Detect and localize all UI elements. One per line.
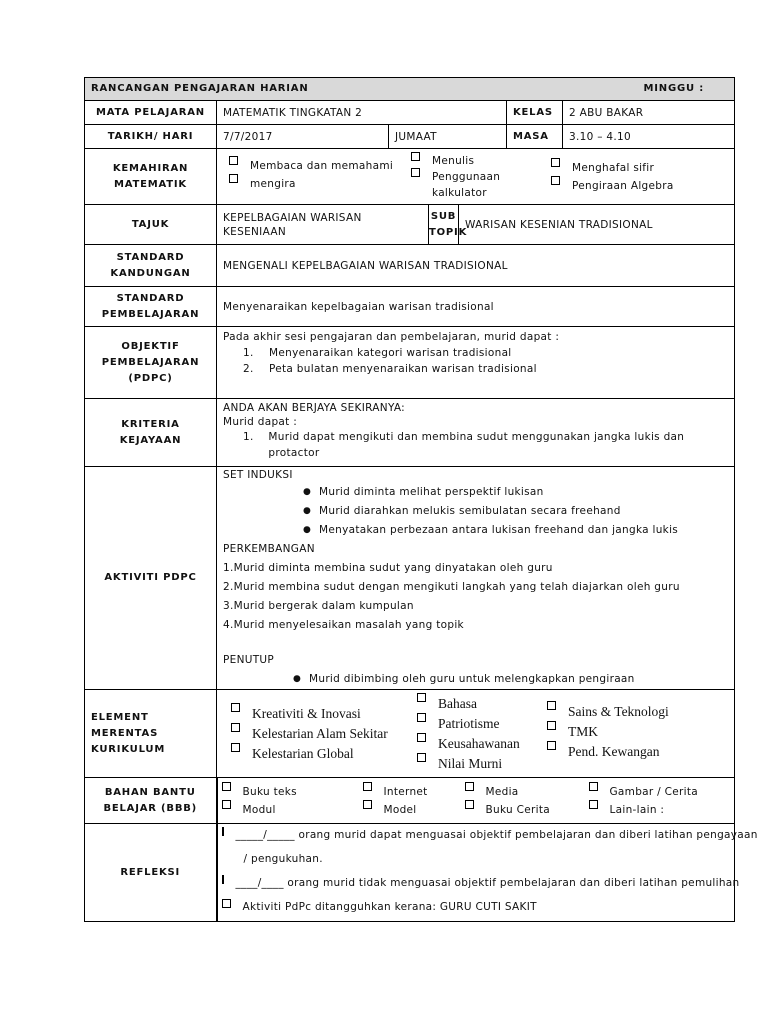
criteria-item: 1. Murid dapat mengikuti dan membina sudut menggunakan jangka lukis dan protactor: [243, 431, 685, 459]
induction-item: ● Menyatakan perbezaan antara lukisan freehand dan jangka lukis: [303, 524, 679, 536]
subtopic-label: SUB TOPIK: [429, 205, 459, 245]
checkbox[interactable]: [589, 800, 598, 809]
checkbox[interactable]: [417, 713, 426, 722]
criteria-content: [217, 399, 735, 467]
closing-title: PENUTUP: [223, 654, 275, 666]
element-option[interactable]: Kelestarian Alam Sekitar: [231, 724, 417, 744]
skills-options: [217, 149, 735, 205]
time-label: MASA: [507, 125, 563, 149]
skill-option[interactable]: Pengiraan Algebra: [551, 177, 674, 195]
element-option[interactable]: TMK: [547, 722, 669, 742]
date-value: 7/7/2017: [217, 125, 389, 149]
checkbox[interactable]: [229, 156, 238, 165]
objectives-label: OBJEKTIF PEMBELAJARAN (PDPC): [85, 327, 217, 399]
lesson-plan-form: [84, 77, 758, 922]
checkbox[interactable]: [231, 703, 240, 712]
aid-option[interactable]: Media: [465, 783, 589, 801]
checkbox[interactable]: [417, 753, 426, 762]
objectives-content: [217, 327, 735, 399]
objective-item: 1. Menyenaraikan kategori warisan tradisional: [243, 347, 512, 359]
aid-option[interactable]: Modul: [222, 801, 363, 819]
induction-title: SET INDUKSI: [223, 469, 293, 481]
element-option[interactable]: Pend. Kewangan: [547, 742, 669, 762]
skill-option[interactable]: Membaca dan memahami: [229, 157, 411, 175]
checkbox[interactable]: [222, 800, 231, 809]
induction-item: ● Murid diarahkan melukis semibulatan secara freehand: [303, 505, 621, 517]
teaching-aids-options: [217, 778, 735, 824]
subject-value: MATEMATIK TINGKATAN 2: [217, 101, 507, 125]
topic-label: TAJUK: [85, 205, 217, 245]
day-value: JUMAAT: [389, 125, 507, 149]
development-item: 3.Murid bergerak dalam kumpulan: [223, 600, 414, 612]
checkbox[interactable]: [229, 174, 238, 183]
development-item: 1.Murid diminta membina sudut yang dinyatakan oleh guru: [223, 562, 553, 574]
time-value: 3.10 – 4.10: [563, 125, 735, 149]
reflection-line-cont: / pengukuhan.: [243, 853, 323, 865]
checkbox[interactable]: [363, 800, 372, 809]
week-label: MINGGU :: [643, 83, 704, 94]
element-option[interactable]: Patriotisme: [417, 714, 547, 734]
criteria-label: KRITERIA KEJAYAAN: [85, 399, 217, 467]
checkbox[interactable]: [589, 782, 598, 791]
skill-option[interactable]: Menghafal sifir: [551, 159, 674, 177]
checkbox[interactable]: [222, 827, 224, 836]
skill-option[interactable]: Penggunaan kalkulator: [411, 169, 551, 201]
development-title: PERKEMBANGAN: [223, 543, 315, 555]
checkbox[interactable]: [231, 743, 240, 752]
lesson-plan-table: [84, 77, 758, 922]
reflection-label: REFLEKSI: [85, 824, 217, 922]
development-item: 4.Murid menyelesaikan masalah yang topik: [223, 619, 464, 631]
criteria-line2: Murid dapat :: [223, 416, 298, 428]
checkbox[interactable]: [363, 782, 372, 791]
checkbox[interactable]: [551, 176, 560, 185]
aid-option[interactable]: Buku teks: [222, 783, 363, 801]
class-value: 2 ABU BAKAR: [563, 101, 735, 125]
checkbox[interactable]: [465, 782, 474, 791]
skill-option[interactable]: mengira: [229, 175, 411, 193]
checkbox[interactable]: [547, 701, 556, 710]
development-item: 2.Murid membina sudut dengan mengikuti langkah yang telah diajarkan oleh guru: [223, 581, 680, 593]
activities-label: AKTIVITI PDPC: [85, 467, 217, 690]
subtopic-value: WARISAN KESENIAN TRADISIONAL: [459, 205, 735, 245]
activities-content: [217, 467, 735, 690]
checkbox[interactable]: [231, 723, 240, 732]
aid-option[interactable]: Internet: [363, 783, 465, 801]
aid-option[interactable]: Buku Cerita: [465, 801, 589, 819]
checkbox[interactable]: [551, 158, 560, 167]
closing-item: ● Murid dibimbing oleh guru untuk melengkapkan pengiraan: [293, 673, 635, 685]
date-label: TARIKH/ HARI: [85, 125, 217, 149]
checkbox[interactable]: [417, 733, 426, 742]
reflection-line[interactable]: _____/_____ orang murid dapat menguasai objektif pembelajaran dan diberi latihan pengayaan: [222, 828, 729, 842]
checkbox[interactable]: [465, 800, 474, 809]
subject-label: MATA PELAJARAN: [85, 101, 217, 125]
induction-item: ● Murid diminta melihat perspektif lukisan: [303, 486, 544, 498]
checkbox[interactable]: [222, 782, 231, 791]
teaching-aids-label: BAHAN BANTU BELAJAR (BBB): [85, 778, 217, 824]
checkbox[interactable]: [547, 721, 556, 730]
element-option[interactable]: Kreativiti & Inovasi: [231, 704, 417, 724]
checkbox[interactable]: [222, 899, 231, 908]
cross-curricular-label: ELEMENT MERENTAS KURIKULUM: [85, 690, 217, 778]
aid-option[interactable]: Lain-lain :: [589, 801, 699, 819]
topic-value: KEPELBAGAIAN WARISAN KESENIAAN: [217, 205, 429, 245]
aid-option[interactable]: Gambar / Cerita: [589, 783, 699, 801]
skill-option[interactable]: Menulis: [411, 153, 551, 169]
learning-standard-label: STANDARD PEMBELAJARAN: [85, 287, 217, 327]
cross-curricular-options: [217, 690, 735, 778]
content-standard-label: STANDARD KANDUNGAN: [85, 245, 217, 287]
reflection-content: [217, 824, 758, 922]
reflection-line[interactable]: ____/____ orang murid tidak menguasai objektif pembelajaran dan diberi latihan pemulihan: [222, 876, 729, 890]
checkbox[interactable]: [411, 168, 420, 177]
skills-label: KEMAHIRAN MATEMATIK: [85, 149, 217, 205]
criteria-line1: ANDA AKAN BERJAYA SEKIRANYA:: [223, 402, 405, 414]
element-option[interactable]: Kelestarian Global: [231, 744, 417, 764]
checkbox[interactable]: [547, 741, 556, 750]
checkbox[interactable]: [411, 152, 420, 161]
form-header: [85, 78, 735, 101]
objective-item: 2. Peta bulatan menyenaraikan warisan tradisional: [243, 363, 537, 375]
reflection-line[interactable]: Aktiviti PdPc ditangguhkan kerana: GURU CUTI SAKIT: [222, 900, 729, 914]
element-option[interactable]: Bahasa: [417, 694, 547, 714]
element-option[interactable]: Keusahawanan: [417, 734, 547, 754]
learning-standard-value: Menyenaraikan kepelbagaian warisan tradisional: [217, 287, 735, 327]
class-label: KELAS: [507, 101, 563, 125]
checkbox[interactable]: [417, 693, 426, 702]
element-option[interactable]: Nilai Murni: [417, 754, 547, 774]
checkbox[interactable]: [222, 875, 224, 884]
aid-option[interactable]: Model: [363, 801, 465, 819]
form-title: RANCANGAN PENGAJARAN HARIAN: [91, 83, 309, 94]
content-standard-value: MENGENALI KEPELBAGAIAN WARISAN TRADISIONAL: [217, 245, 735, 287]
objectives-intro: Pada akhir sesi pengajaran dan pembelajaran, murid dapat :: [223, 331, 560, 343]
element-option[interactable]: Sains & Teknologi: [547, 702, 669, 722]
